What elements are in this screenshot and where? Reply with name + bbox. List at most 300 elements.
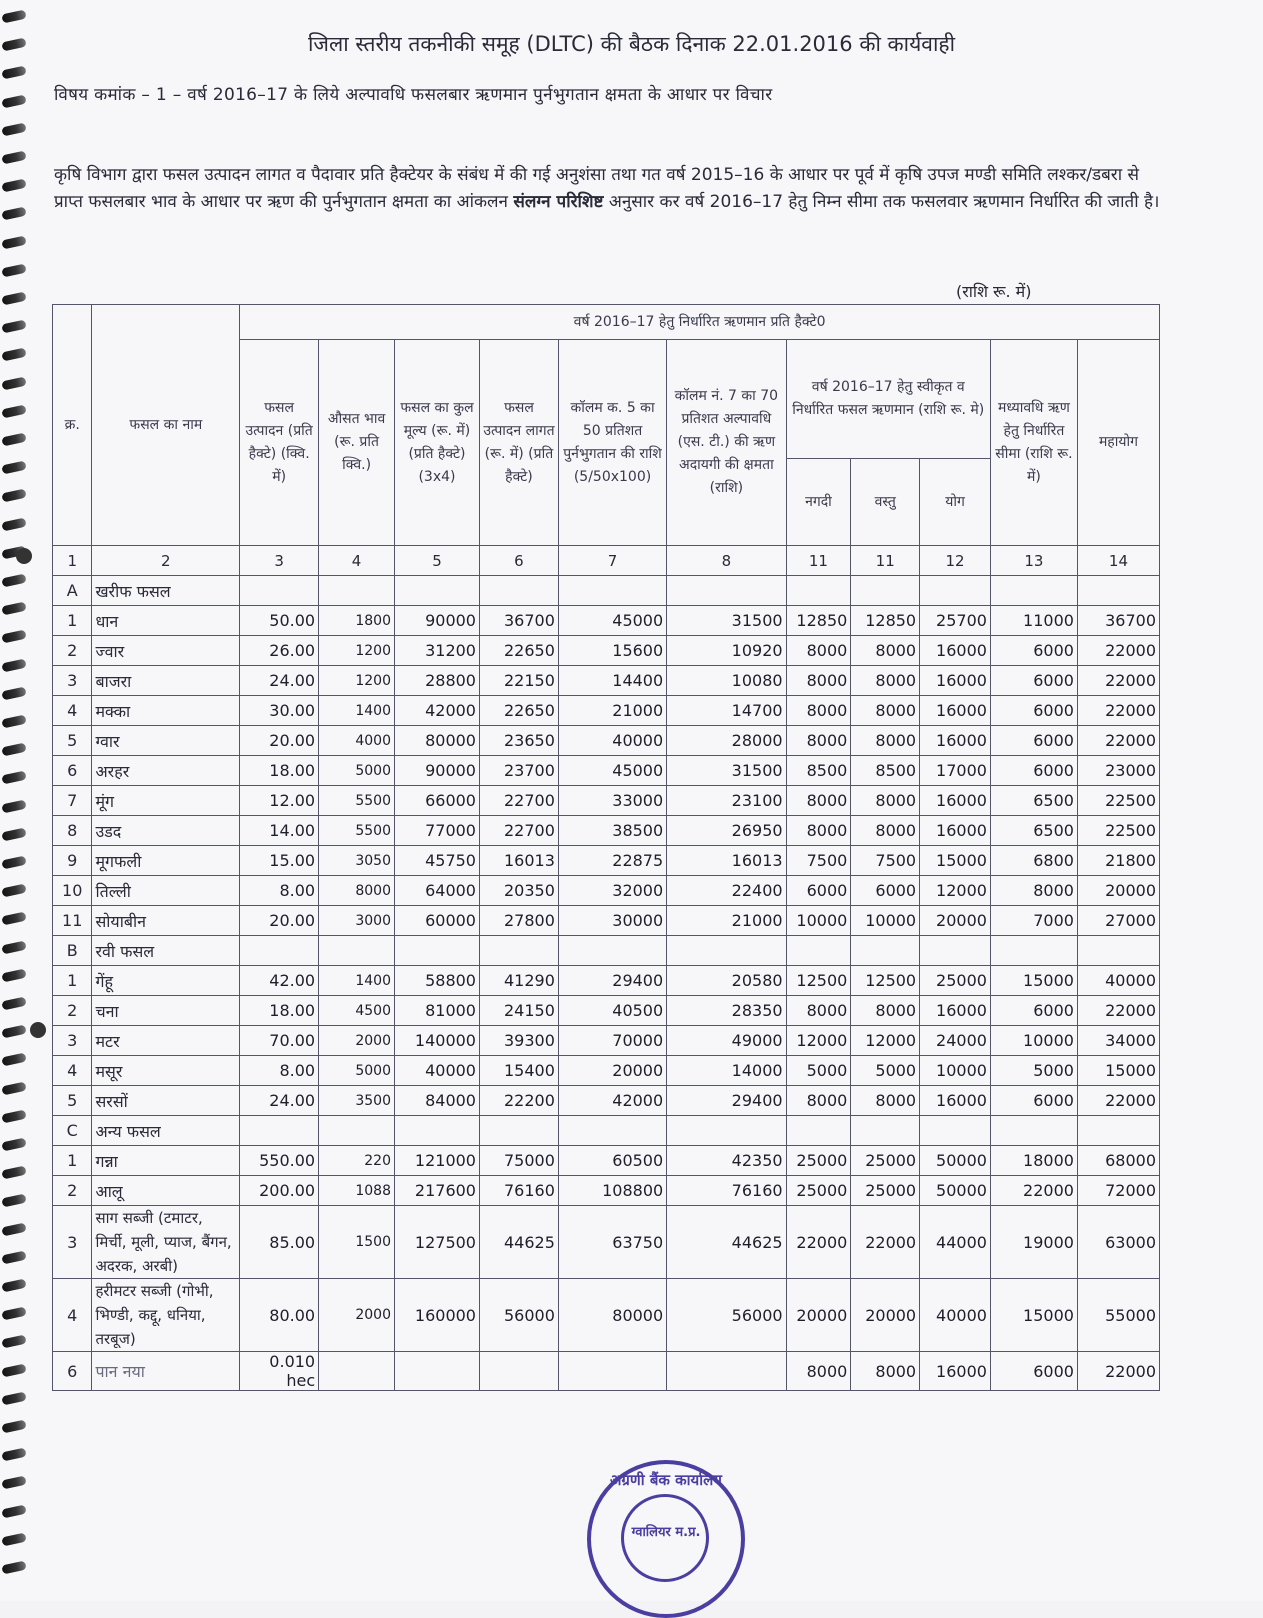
spiral-ring [1,377,26,391]
cell-value: 16000 [920,1352,991,1391]
cell-value: 24000 [920,1026,991,1056]
cell-value: 28800 [395,666,480,696]
cell-value: 40000 [395,1056,480,1086]
cell-value: 42000 [558,1086,666,1116]
cell-value: 85.00 [240,1206,319,1279]
crop-name: मसूर [92,1056,240,1086]
spiral-ring [1,1166,26,1180]
spiral-ring [1,1505,26,1519]
cell-value: 12000 [851,1026,920,1056]
crop-name: बाजरा [92,666,240,696]
cell-value: 40000 [1077,966,1159,996]
spiral-ring [1,884,26,898]
cell-value: 22000 [1077,666,1159,696]
cell-value: 22150 [479,666,558,696]
cell-value: 10920 [667,636,786,666]
spiral-ring [1,687,26,701]
cell-value: 19000 [990,1206,1077,1279]
header-grand: महायोग [1077,340,1159,546]
table-row [53,816,1160,846]
section-code: A [53,576,92,606]
spiral-ring [1,179,26,193]
cell-value: 8000 [786,636,851,666]
cell-value: 1500 [319,1206,395,1279]
cell-value: 17000 [920,756,991,786]
cell-value: 26950 [667,816,786,846]
cell-value: 68000 [1077,1146,1159,1176]
crop-name: ग्वार [92,726,240,756]
cell-value: 20580 [667,966,786,996]
cell-value: 70.00 [240,1026,319,1056]
cell-value: 22650 [479,696,558,726]
cell-value: 45000 [558,756,666,786]
cell-value: 27000 [1077,906,1159,936]
cell-value: 121000 [395,1146,480,1176]
row-number: 1 [53,1146,92,1176]
crop-name: हरीमटर सब्जी (गोभी, भिण्डी, कद्दू, धनिया, तरबूज) [92,1279,240,1352]
cell-value: 10000 [786,906,851,936]
row-number: 5 [53,726,92,756]
row-number: 4 [53,1056,92,1086]
cell-value: 12500 [786,966,851,996]
spiral-ring [1,433,26,447]
crop-name: मूंग [92,786,240,816]
col-index: 4 [319,546,395,576]
row-number: 1 [53,966,92,996]
col-index: 5 [395,546,480,576]
spiral-ring [1,1420,26,1434]
cell-value: 16013 [667,846,786,876]
cell-value: 23700 [479,756,558,786]
empty-cell [990,936,1077,966]
cell-value: 12.00 [240,786,319,816]
header-cash: नगदी [786,459,851,546]
table-row [53,1176,1160,1206]
spiral-ring [1,1448,26,1462]
cell-value: 160000 [395,1279,480,1352]
cell-value [667,1352,786,1391]
cell-value: 76160 [667,1176,786,1206]
cell-value: 25000 [786,1176,851,1206]
section-header-row [53,936,1160,966]
cell-value: 22000 [1077,636,1159,666]
table-row [53,786,1160,816]
cell-value: 8000 [851,786,920,816]
cell-value: 8000 [786,996,851,1026]
cell-value: 16000 [920,636,991,666]
cell-value: 22000 [786,1206,851,1279]
cell-value: 8000 [851,996,920,1026]
spiral-ring [1,405,26,419]
header-cost: फसल उत्पादन लागत (रू. में) (प्रति हैक्टे) [479,340,558,546]
col-index: 1 [53,546,92,576]
header-group: वर्ष 2016–17 हेतु निर्धारित ऋणमान प्रति हैक्टे0 [240,305,1160,340]
cell-value: 36700 [479,606,558,636]
table-row [53,666,1160,696]
table-row [53,636,1160,666]
spiral-ring [1,602,26,616]
cell-value: 30000 [558,906,666,936]
cell-value: 5000 [319,756,395,786]
empty-cell [479,576,558,606]
cell-value: 34000 [1077,1026,1159,1056]
cell-value: 21000 [558,696,666,726]
cell-value: 44625 [667,1206,786,1279]
table-row [53,1352,1160,1391]
spiral-ring [1,1364,26,1378]
spiral-ring [1,348,26,362]
spiral-ring [1,1138,26,1152]
cell-value [319,1352,395,1391]
cell-value: 5000 [786,1056,851,1086]
cell-value: 4500 [319,996,395,1026]
cell-value: 6000 [990,636,1077,666]
table-row [53,696,1160,726]
cell-value: 58800 [395,966,480,996]
cell-value: 8000 [319,876,395,906]
cell-value: 20.00 [240,726,319,756]
row-number: 1 [53,606,92,636]
cell-value: 1088 [319,1176,395,1206]
cell-value: 3500 [319,1086,395,1116]
col-index: 6 [479,546,558,576]
cell-value: 8000 [851,696,920,726]
cell-value: 33000 [558,786,666,816]
row-number: 6 [53,1352,92,1391]
paragraph-text-2: अनुसार कर वर्ष 2016–17 हेतु निम्न सीमा तक फसलवार ऋणमान निर्धारित की जाती है। [608,192,1160,212]
cell-value: 8500 [786,756,851,786]
cell-value: 22700 [479,816,558,846]
cell-value: 18.00 [240,996,319,1026]
cell-value: 200.00 [240,1176,319,1206]
cell-value: 77000 [395,816,480,846]
empty-cell [851,1116,920,1146]
cell-value: 8000 [786,816,851,846]
cell-value: 16000 [920,726,991,756]
spiral-ring [1,630,26,644]
cell-value: 1400 [319,696,395,726]
section-name: खरीफ फसल [92,576,240,606]
cell-value: 29400 [558,966,666,996]
header-crop: फसल का नाम [92,305,240,546]
cell-value: 12000 [786,1026,851,1056]
spiral-ring [1,715,26,729]
subject-line: विषय कमांक – 1 – वर्ष 2016–17 के लिये अल्पावधि फसलबार ऋणमान पुर्नभुगतान क्षमता के आधार पर विचार [54,85,773,105]
spiral-ring [1,1561,26,1575]
cell-value: 31500 [667,606,786,636]
spiral-ring [1,1223,26,1237]
empty-cell [1077,576,1159,606]
body-paragraph [54,162,1164,216]
cell-value: 80000 [395,726,480,756]
table-row [53,1206,1160,1279]
cell-value: 30.00 [240,696,319,726]
cell-value: 66000 [395,786,480,816]
cell-value: 32000 [558,876,666,906]
cell-value: 42000 [395,696,480,726]
cell-value: 20000 [851,1279,920,1352]
spiral-ring [1,771,26,785]
spiral-ring [1,1335,26,1349]
empty-cell [920,936,991,966]
cell-value: 14000 [667,1056,786,1086]
col-index: 13 [990,546,1077,576]
cell-value: 22000 [1077,696,1159,726]
cell-value: 6000 [990,756,1077,786]
table-row [53,1056,1160,1086]
cell-value: 3000 [319,906,395,936]
cell-value: 22000 [1077,996,1159,1026]
row-number: 4 [53,696,92,726]
cell-value: 8.00 [240,876,319,906]
cell-value: 15000 [920,846,991,876]
empty-cell [395,936,480,966]
cell-value: 20000 [558,1056,666,1086]
table-row [53,1026,1160,1056]
empty-cell [667,576,786,606]
cell-value: 15400 [479,1056,558,1086]
empty-cell [240,936,319,966]
cell-value: 14700 [667,696,786,726]
cell-value: 22650 [479,636,558,666]
cell-value: 15000 [990,966,1077,996]
cell-value: 28350 [667,996,786,1026]
cell-value: 24.00 [240,1086,319,1116]
cell-value: 22700 [479,786,558,816]
crop-name: गेंहू [92,966,240,996]
spiral-ring [1,1025,26,1039]
cell-value: 5500 [319,786,395,816]
empty-cell [319,936,395,966]
cell-value: 25000 [920,966,991,996]
empty-cell [786,1116,851,1146]
empty-cell [558,576,666,606]
stamp-ring-text: अग्रणी बैंक कार्यालय [609,1471,723,1489]
empty-cell [479,1116,558,1146]
spiral-ring [1,1053,26,1067]
crop-name: सोयाबीन [92,906,240,936]
unit-note: (राशि रू. में) [956,282,1032,301]
cell-value: 22000 [1077,1352,1159,1391]
cell-value: 22875 [558,846,666,876]
cell-value: 76160 [479,1176,558,1206]
header-midterm: मध्यावधि ऋण हेतु निर्धारित सीमा (राशि रू. में) [990,340,1077,546]
empty-cell [395,1116,480,1146]
crop-name: ज्वार [92,636,240,666]
cell-value: 63750 [558,1206,666,1279]
spiral-ring [1,1110,26,1124]
cell-value: 22000 [990,1176,1077,1206]
crop-name: मटर [92,1026,240,1056]
cell-value: 24150 [479,996,558,1026]
crop-name: सरसों [92,1086,240,1116]
crop-name: अरहर [92,756,240,786]
row-number: 5 [53,1086,92,1116]
crop-name: पान नया [92,1352,240,1391]
cell-value: 15600 [558,636,666,666]
cell-value: 1400 [319,966,395,996]
crop-name: तिल्ली [92,876,240,906]
cell-value: 8000 [786,786,851,816]
cell-value: 14.00 [240,816,319,846]
cell-value: 72000 [1077,1176,1159,1206]
spiral-ring [1,151,26,165]
empty-cell [851,936,920,966]
cell-value: 6000 [990,1086,1077,1116]
cell-value: 20.00 [240,906,319,936]
cell-value: 45000 [558,606,666,636]
cell-value: 127500 [395,1206,480,1279]
paragraph-text-1: कृषि विभाग द्वारा फसल उत्पादन लागत व पैदावार प्रति हैक्टेयर के संबंध में की गई अनुशंसा तथा गत वर्ष 2015–16 के आधार पर पूर्व में कृषि उपज मण्डी समिति लश्कर/डबरा से प्राप्त फसलबार भाव के आधार पर ऋण की पुर्नभुगतान क्षमता का आंकलन [54,165,1140,212]
cell-value: 22000 [851,1206,920,1279]
empty-cell [786,936,851,966]
cell-value: 10000 [920,1056,991,1086]
cell-value: 8000 [851,636,920,666]
cell-value: 22500 [1077,786,1159,816]
cell-value: 7500 [851,846,920,876]
cell-value: 25700 [920,606,991,636]
spiral-ring [1,1392,26,1406]
header-kind: वस्तु [851,459,920,546]
cell-value: 84000 [395,1086,480,1116]
spiral-ring [1,123,26,137]
cell-value: 140000 [395,1026,480,1056]
cell-value: 8.00 [240,1056,319,1086]
crop-name: साग सब्जी (टमाटर, मिर्ची, मूली, प्याज, बैंगन, अदरक, अरबी) [92,1206,240,1279]
spiral-ring [1,1251,26,1265]
cell-value: 38500 [558,816,666,846]
spiral-ring [1,856,26,870]
cell-value: 8500 [851,756,920,786]
cell-value [558,1352,666,1391]
cell-value: 8000 [786,1352,851,1391]
crop-name: उडद [92,816,240,846]
spiral-ring [1,292,26,306]
cell-value: 16000 [920,816,991,846]
cell-value: 2000 [319,1026,395,1056]
empty-cell [319,1116,395,1146]
table-row [53,966,1160,996]
cell-value: 8000 [851,666,920,696]
cell-value: 8000 [851,1352,920,1391]
row-number: 3 [53,666,92,696]
cell-value: 23100 [667,786,786,816]
header-col7pct: कॉलम नं. 7 का 70 प्रतिशत अल्पावधि (एस. टी.) की ऋण अदायगी की क्षमता (राशि) [667,340,786,546]
cell-value: 14400 [558,666,666,696]
cell-value: 40000 [920,1279,991,1352]
spiral-ring [1,66,26,80]
cell-value: 18.00 [240,756,319,786]
cell-value: 8000 [786,726,851,756]
empty-cell [920,1116,991,1146]
cell-value: 1200 [319,636,395,666]
cell-value: 31500 [667,756,786,786]
spiral-ring [1,743,26,757]
cell-value: 15000 [990,1279,1077,1352]
spiral-ring [1,1194,26,1208]
cell-value: 20350 [479,876,558,906]
cell-value: 25000 [786,1146,851,1176]
cell-value: 6000 [851,876,920,906]
empty-cell [990,1116,1077,1146]
cell-value: 6000 [990,666,1077,696]
header-sum: योग [920,459,991,546]
cell-value [479,1352,558,1391]
spiral-ring [1,1279,26,1293]
crop-name: गन्ना [92,1146,240,1176]
header-value: फसल का कुल मूल्य (रू. में) (प्रति हैक्टे) (3x4) [395,340,480,546]
section-name: रवी फसल [92,936,240,966]
cell-value: 22000 [1077,726,1159,756]
spiral-ring [1,659,26,673]
cell-value: 56000 [667,1279,786,1352]
cell-value: 18000 [990,1146,1077,1176]
header-sno: क्र. [53,305,92,546]
cell-value: 15000 [1077,1056,1159,1086]
spiral-ring [1,997,26,1011]
punch-hole [30,1022,46,1038]
spiral-ring [1,95,26,109]
cell-value: 26.00 [240,636,319,666]
cell-value: 42.00 [240,966,319,996]
row-number: 2 [53,1176,92,1206]
empty-cell [851,576,920,606]
table-row [53,756,1160,786]
cell-value: 70000 [558,1026,666,1056]
table-row [53,846,1160,876]
cell-value: 50000 [920,1146,991,1176]
spiral-ring [1,1082,26,1096]
crop-name: मूगफली [92,846,240,876]
row-number: 8 [53,816,92,846]
col-index: 7 [558,546,666,576]
cell-value: 49000 [667,1026,786,1056]
cell-value: 6000 [990,996,1077,1026]
cell-value: 41290 [479,966,558,996]
table-row [53,876,1160,906]
cell-value: 8000 [851,816,920,846]
empty-cell [786,576,851,606]
cell-value: 4000 [319,726,395,756]
spiral-ring [1,969,26,983]
cell-value: 44625 [479,1206,558,1279]
cell-value: 44000 [920,1206,991,1279]
spiral-ring [1,941,26,955]
table-row [53,996,1160,1026]
spiral-ring [1,828,26,842]
cell-value: 40000 [558,726,666,756]
col-index: 14 [1077,546,1159,576]
empty-cell [1077,936,1159,966]
empty-cell [990,576,1077,606]
cell-value: 6000 [990,1352,1077,1391]
header-col5pct: कॉलम क. 5 का 50 प्रतिशत पुर्नभुगतान की राशि (5/50x100) [558,340,666,546]
cell-value: 90000 [395,606,480,636]
spiral-ring [1,1307,26,1321]
cell-value: 36700 [1077,606,1159,636]
cell-value: 64000 [395,876,480,906]
cell-value: 7500 [786,846,851,876]
section-header-row [53,1116,1160,1146]
cell-value: 21800 [1077,846,1159,876]
table-row [53,606,1160,636]
cell-value: 5000 [851,1056,920,1086]
cell-value: 20000 [920,906,991,936]
cell-value: 6000 [990,696,1077,726]
cell-value: 50.00 [240,606,319,636]
spiral-ring [1,461,26,475]
cell-value: 16000 [920,786,991,816]
